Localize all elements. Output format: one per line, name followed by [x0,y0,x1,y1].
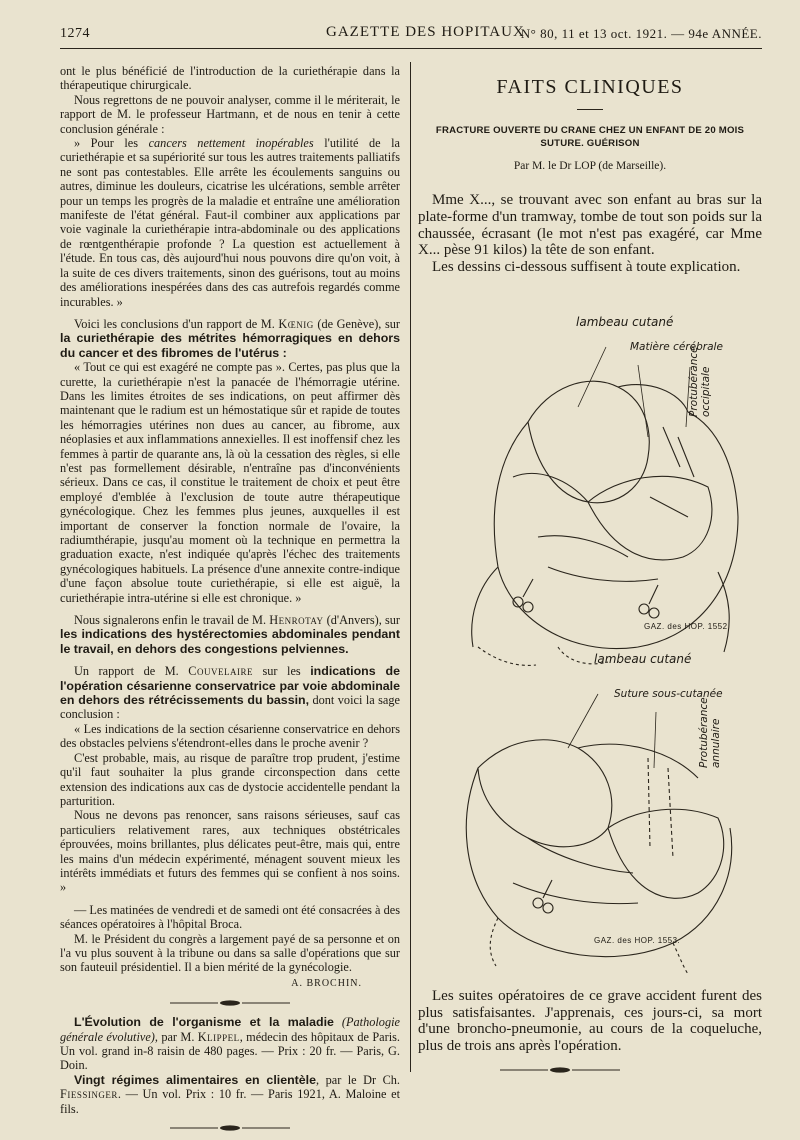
paragraph: Nous regrettons de ne pouvoir analyser, comme il le mériterait, le rapport de M. le professeur Hartmann, et de nous en tenir à cette conclusion générale : [60,92,400,136]
ornament-divider [170,1124,290,1132]
paragraph: Voici les conclusions d'un rapport de M. Kœnig (de Genève), sur la curiethérapie des métrites hémorragiques en dehors du cancer et des fibromes de l'utérus : [60,316,400,360]
ornament-divider [500,1066,620,1074]
figure-label: Suture sous-cutanée [614,688,723,700]
figure-caption: GAZ. des HOP. 1553. [594,936,681,945]
quote-paragraph: » Pour les cancers nettement inopérables l'utilité de la curiethérapie et sa supériorité sur tous les autres traitements palliatifs ne sont pas contestables. Elle arrête les écoulements sanguins ou autres, diminue les douleurs, cicatrise les ulcérations, semble arrêter pour un temps les progrès de la maladie et entraîne une amélioration manifeste de l'état général. Faut-il combiner aux applications par voie vaginale la curiethérapie intra-abdominale ou des applications de rœntgenthérapie profonde ? La question est actuellement à l'étude. En tous cas, dès aujourd'hui nous pouvons dire qu'on voit, à la suite de ces divers traitements, sinon des guérisons, tout au moins des améliorations inespérées dans des cas autrefois regardés comme incurables. » [60,136,401,309]
case-outcome [418,988,762,1054]
right-column [418,64,762,945]
paragraph: Nous signalerons enfin le travail de M. Henrotay (d'Anvers), sur les indications des hystérectomies abdominales pendant le travail, en dehors des congestions pelviennes. [60,613,401,656]
book-notice: Vingt régimes alimentaires en clientèle, par le Dr Ch. Fiessinger. — Un vol. Prix : 10 fr. — Paris 1921, A. Maloine et fils. [60,1072,400,1116]
quote-paragraph: C'est probable, mais, au risque de paraître trop prudent, j'estime qu'il faut souhaiter la plus grande circonspection dans cette extension des indications aux cas de dystocie accidentelle pendant la parturition. [60,750,400,808]
signature: A. BROCHIN. [291,977,362,989]
paragraph: Un rapport de M. Couvelaire sur les indications de l'opération césarienne conservatrice par voie abdominale en dehors des rétrécissements du bassin, dont voici la sage conclusion : [60,664,400,722]
journal-title: GAZETTE DES HOPITAUX [326,24,525,40]
quote-paragraph: « Les indications de la section césarienne conservatrice en dehors des obstacles pelviens s'étendront-elles dans le proche avenir ? [60,721,400,751]
issue-info: N° 80, 11 et 13 oct. 1921. — 94e ANNÉE. [520,26,762,41]
figure-label: Protubérance annulaire [698,697,722,768]
quote-paragraph: « Tout ce qui est exagéré ne compte pas ». Certes, pas plus que la curette, la curiethérapie n'est la panacée de l'hémorragie utérine. Dans les limites étroites de ses indications, on peut affirmer dès maintenant que le radium est un hémostatique sûr et rapide de toutes les hémorragies utérines non dues au cancer, au fibrome, aux néoplasies et aux inflammations annexielles. Il est inoffensif chez les femmes à partir de quarante ans, là où la cessation des règles, si elle n'est pas formellement désirable, n'entraîne pas d'inconvénients sérieux. Dans ce cas, il constitue le traitement de choix et peut être employé d'emblée à l'exclusion de toute autre thérapeutique gynécologique. Chez les femmes plus jeunes, auxquelles il est important de conserver la fonction normale de l'ovaire, la radiumthérapie, jusqu'au moment où la technique en permettra la graduation exacte, n'est indiquée qu'après l'échec des traitements gynécologiques habituels. La présence d'une annexite contre-indique d'une façon absolue toute curiethérapie, si elle est aiguë, la curiethérapie intra-utérine si elle est chronique. » [60,360,400,605]
figure-label: Protubérance occipitale [688,346,712,417]
figure-1 [418,317,762,687]
page-number: 1274 [60,26,90,41]
figure-caption: GAZ. des HOP. 1552 [644,622,728,631]
figure-label: lambeau cutané [594,652,692,666]
paragraph: Les suites opératoires de ce grave accident furent des plus satisfaisantes. J'apprenais, ces jours-ci, sa mort d'une broncho-pneumonie, au cours de la coqueluche, plus de trois ans après l'opération. [418,988,762,1054]
paragraph: M. le Président du congrès a largement payé de sa personne et on l'a vu plus souvent à la tribune ou dans sa salle d'opérations que sur son fauteuil présidentiel. Il a bien mérité de la gynécologie. [60,931,400,975]
page-header [60,22,770,46]
header-rule [60,48,762,49]
figure-label: lambeau cutané [576,315,674,329]
left-column [60,64,400,1140]
figure-2 [418,648,762,978]
case-text [418,192,762,276]
author-line: Par M. le Dr LOP (de Marseille). [513,160,667,172]
quote-paragraph: Nous ne devons pas renoncer, sans raisons sérieuses, sauf cas particuliers relativement rares, aux techniques obstétricales éprouvées, moins brillantes, plus délicates peut-être, mais qui, entre les mains d'un médecin expérimenté, ménagent souvent mieux les intérêts immédiats et futurs des femmes qui se confient à nos soins. » [60,808,400,895]
heading-rule [577,109,603,110]
section-heading: FAITS CLINIQUES [496,76,684,98]
paragraph: Mme X..., se trouvant avec son enfant au bras sur la plate-forme d'un tramway, tombe de tout son poids sur la chaussée, écrasant (le mot n'est pas exagéré, car Mme X... pèse 91 kilos) la tête de son enfant. [418,192,762,259]
case-title: FRACTURE OUVERTE DU CRANE CHEZ UN ENFANT DE 20 MOIS SUTURE. GUÉRISON [435,125,745,149]
paragraph: Les dessins ci-dessous suffisent à toute explication. [432,259,741,276]
paragraph: — Les matinées de vendredi et de samedi ont été consacrées à des séances opératoires à l'hôpital Broca. [60,902,400,932]
ornament-divider [170,999,290,1007]
book-notice: L'Évolution de l'organisme et la maladie (Pathologie générale évolutive), par M. Klippel, médecin des hôpitaux de Paris. Un vol. grand in-8 raisin de 480 pages. — Prix : 20 fr. — Paris, G. Doin. [60,1015,400,1073]
figure-label: Matière cérébrale [630,341,723,353]
paragraph: ont le plus bénéficié de l'introduction de la curiethérapie dans la thérapeutique chirurgicale. [60,64,400,93]
column-divider [410,62,411,1072]
